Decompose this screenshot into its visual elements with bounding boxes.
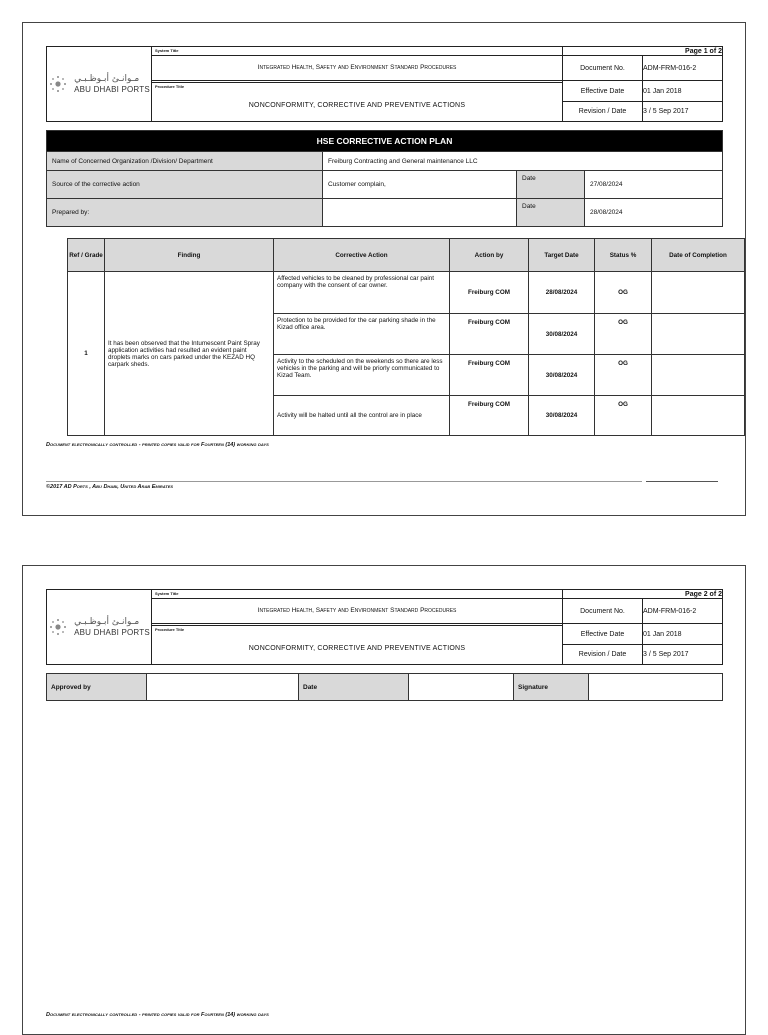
org-label: Name of Concerned Organization /Division/ Department [47, 152, 323, 171]
target-date: 30/08/2024 [529, 314, 595, 355]
logo-arabic-text: مـوانـئ أبـوظـبـي [74, 617, 140, 628]
footer-divider [46, 481, 642, 482]
system-title: Integrated Health, Safety and Environment Standard Procedures [257, 607, 457, 615]
corrective-action-plan [46, 130, 723, 227]
org-value: Freiburg Contracting and General maintenance LLC [323, 152, 723, 171]
approval-date-label: Date [299, 674, 409, 701]
effective-date-label: Effective Date [563, 624, 643, 644]
document-header [46, 589, 723, 665]
col-header-target-date: Target Date [529, 239, 595, 272]
table-row [68, 272, 745, 314]
col-header-completion: Date of Completion [652, 239, 745, 272]
corrective-action: Affected vehicles to be cleaned by professional car paint company with the consent of car owner. [274, 272, 450, 314]
finding-text: It has been observed that the Intumescent Paint Spray application activities had resulted an evident paint droplets marks on cars parked under the KEZAD HQ carpark sheds. [105, 272, 274, 436]
logo-cell [47, 590, 152, 665]
action-by: Freiburg COM [450, 396, 529, 436]
abu-dhabi-ports-logo-icon [48, 74, 68, 94]
completion-date [652, 272, 745, 314]
abu-dhabi-ports-logo-icon [48, 617, 68, 637]
logo-arabic-text: مـوانـئ أبـوظـبـي [74, 74, 140, 85]
copyright-note: ©2017 AD Ports , Abu Dhabi, United Arab Emirates [46, 484, 174, 490]
page-number: Page 1 of 2 [563, 47, 723, 56]
corrective-action: Activity to the scheduled on the weekends so there are less vehicles in the parking and will be priorly communicated to Kizad Team. [274, 355, 450, 396]
effective-date-value: 01 Jan 2018 [643, 81, 723, 101]
procedure-title-label: Procedure Title [152, 625, 562, 634]
findings-table [67, 238, 745, 436]
status: OG [595, 272, 652, 314]
status: OG [595, 314, 652, 355]
revision-value: 3 / 5 Sep 2017 [643, 644, 723, 664]
page-number: Page 2 of 2 [563, 590, 723, 599]
document-header [46, 46, 723, 122]
procedure-title: NONCONFORMITY, CORRECTIVE AND PREVENTIVE ACTIONS [248, 101, 466, 109]
action-by: Freiburg COM [450, 314, 529, 355]
action-by: Freiburg COM [450, 355, 529, 396]
document-page-2 [22, 565, 746, 1035]
document-no-value: ADM-FRM-016-2 [643, 56, 723, 81]
target-date: 30/08/2024 [529, 396, 595, 436]
findings-header-row [68, 239, 745, 272]
document-page-1 [22, 22, 746, 516]
col-header-corrective-action: Corrective Action [274, 239, 450, 272]
system-title: Integrated Health, Safety and Environment Standard Procedures [257, 64, 457, 72]
corrective-action: Protection to be provided for the car parking shade in the Kizad office area. [274, 314, 450, 355]
target-date: 28/08/2024 [529, 272, 595, 314]
ref-value: 1 [68, 272, 105, 436]
target-date: 30/08/2024 [529, 355, 595, 396]
approval-table [46, 673, 723, 701]
effective-date-label: Effective Date [563, 81, 643, 101]
system-title-label: System Title [152, 590, 562, 599]
plan-banner: HSE CORRECTIVE ACTION PLAN [47, 131, 723, 152]
prepared-date-value: 28/08/2024 [585, 199, 723, 227]
col-header-status: Status % [595, 239, 652, 272]
source-date-value: 27/08/2024 [585, 171, 723, 199]
prepared-by-label: Prepared by: [47, 199, 323, 227]
col-header-ref: Ref / Grade [68, 239, 105, 272]
signature-label: Signature [514, 674, 589, 701]
prepared-date-label: Date [517, 199, 585, 227]
prepared-by-value [323, 199, 517, 227]
effective-date-value: 01 Jan 2018 [643, 624, 723, 644]
procedure-title: NONCONFORMITY, CORRECTIVE AND PREVENTIVE ACTIONS [248, 644, 466, 652]
logo-cell [47, 47, 152, 122]
approval-date-field[interactable] [409, 674, 514, 701]
signature-field[interactable] [589, 674, 723, 701]
logo-english-text: ABU DHABI PORTS [74, 84, 150, 94]
source-date-label: Date [517, 171, 585, 199]
corrective-action: Activity will be halted until all the control are in place [274, 396, 450, 436]
status: OG [595, 355, 652, 396]
completion-date [652, 355, 745, 396]
revision-label: Revision / Date [563, 644, 643, 664]
footer-divider-short [646, 481, 718, 482]
col-header-action-by: Action by [450, 239, 529, 272]
action-by: Freiburg COM [450, 272, 529, 314]
document-no-value: ADM-FRM-016-2 [643, 599, 723, 624]
system-title-label: System Title [152, 47, 562, 56]
col-header-finding: Finding [105, 239, 274, 272]
source-label: Source of the corrective action [47, 171, 323, 199]
controlled-copy-note: Document electronically controlled - printed copies valid for Fourteen (14) working days [46, 442, 269, 448]
status: OG [595, 396, 652, 436]
approved-by-label: Approved by [47, 674, 147, 701]
document-no-label: Document No. [563, 599, 643, 624]
revision-label: Revision / Date [563, 101, 643, 121]
source-value: Customer complain, [323, 171, 517, 199]
procedure-title-label: Procedure Title [152, 82, 562, 91]
document-no-label: Document No. [563, 56, 643, 81]
completion-date [652, 314, 745, 355]
approved-by-field[interactable] [147, 674, 299, 701]
logo-english-text: ABU DHABI PORTS [74, 627, 150, 637]
controlled-copy-note: Document electronically controlled - printed copies valid for Fourteen (14) working days [46, 1012, 269, 1018]
completion-date [652, 396, 745, 436]
revision-value: 3 / 5 Sep 2017 [643, 101, 723, 121]
